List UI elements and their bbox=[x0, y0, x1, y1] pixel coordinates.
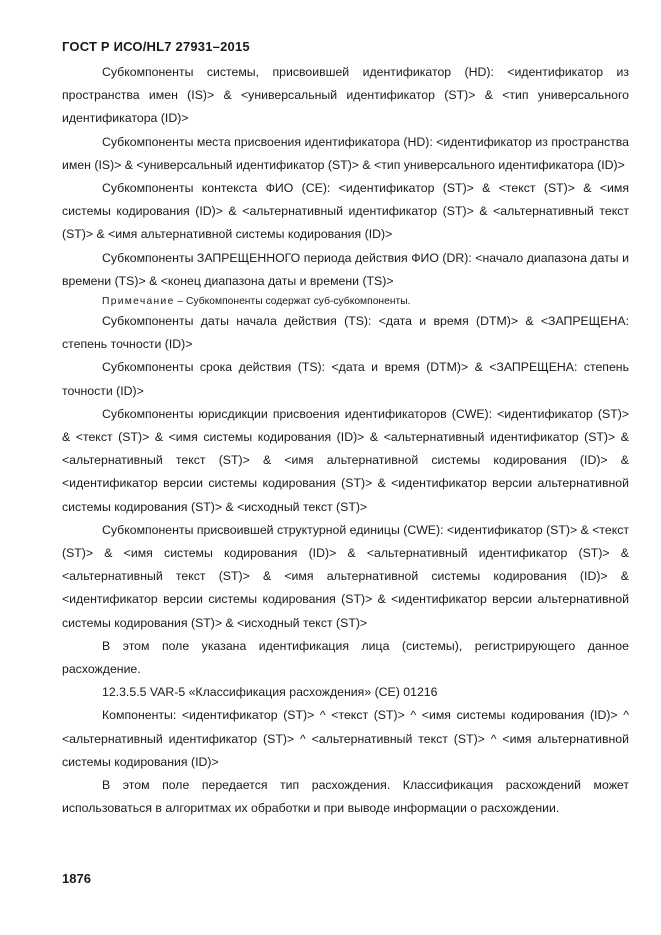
paragraph-ts-term: Субкомпоненты срока действия (TS): <дата и время (DTM)> & <ЗАПРЕЩЕНА: степень точности (ID)> bbox=[62, 360, 629, 398]
paragraph-hd-system: Субкомпоненты системы, присвоившей идентификатор (HD): <идентификатор из пространства имен (IS)> & <универсальный идентификатор (ST)> & <тип универсального идентификатора (ID)> bbox=[62, 65, 629, 126]
page-body bbox=[62, 61, 629, 821]
page-number: 1876 bbox=[62, 871, 91, 886]
paragraph-classification: В этом поле передается тип расхождения. Классификация расхождений может использоваться в алгоритмах их обработки и при выводе информации о расхождении. bbox=[62, 778, 629, 816]
paragraph-ce-context: Субкомпоненты контекста ФИО (CE): <идентификатор (ST)> & <текст (ST)> & <имя системы кодирования (ID)> & <альтернативный идентификатор (ST)> & <альтернативный текст (ST)> & <имя альтернативной системы кодирования (ID)> bbox=[62, 181, 629, 242]
paragraph-components: Компоненты: <идентификатор (ST)> ^ <текст (ST)> ^ <имя системы кодирования (ID)> ^ <альтернативный идентификатор (ST)> ^ <альтернативный текст (ST)> ^ <имя альтернативной системы кодирования (ID)> bbox=[62, 708, 629, 769]
paragraph-cwe-jurisdiction: Субкомпоненты юрисдикции присвоения идентификаторов (CWE): <идентификатор (ST)> & <текст (ST)> & <имя системы кодирования (ID)> & <альтернативный идентификатор (ST)> & <альтернативный текст (ST)> & <имя альтернативной системы кодирования (ID)> & <идентификатор версии системы кодирования (ST)> & <идентификатор версии альтернативной системы кодирования (ST)> & <исходный текст (ST)> bbox=[62, 406, 629, 514]
paragraph-hd-place: Субкомпоненты места присвоения идентификатора (HD): <идентификатор из пространства имен (IS)> & <универсальный идентификатор (ST)> & <тип универсального идентификатора (ID)> bbox=[62, 134, 629, 172]
paragraph-dr-period: Субкомпоненты ЗАПРЕЩЕННОГО периода действия ФИО (DR): <начало диапазона даты и времени (TS)> & <конец диапазона даты и времени (TS)> bbox=[62, 250, 629, 288]
paragraph-cwe-unit: Субкомпоненты присвоившей структурной единицы (CWE): <идентификатор (ST)> & <текст (ST)> & <имя системы кодирования (ID)> & <альтернативный идентификатор (ST)> & <альтернативный текст (ST)> & <имя альтернативной системы кодирования (ID)> & <идентификатор версии системы кодирования (ST)> & <идентификатор версии альтернативной системы кодирования (ST)> & <исходный текст (ST)> bbox=[62, 522, 630, 630]
document-header: ГОСТ Р ИСО/HL7 27931–2015 bbox=[62, 39, 250, 54]
note bbox=[62, 293, 629, 310]
paragraph-field-description: В этом поле указана идентификация лица (системы), регистрирующего данное расхождение. bbox=[62, 638, 629, 677]
note-text: – Субкомпоненты содержат суб-субкомпоненты. bbox=[174, 296, 411, 308]
paragraph-ts-start: Субкомпоненты даты начала действия (TS): <дата и время (DTM)> & <ЗАПРЕЩЕНА: степень точности (ID)> bbox=[62, 314, 629, 352]
section-heading: 12.3.5.5 VAR-5 «Классификация расхождения» (CE) 01216 bbox=[102, 685, 438, 700]
note-label: Примечание bbox=[102, 296, 175, 308]
